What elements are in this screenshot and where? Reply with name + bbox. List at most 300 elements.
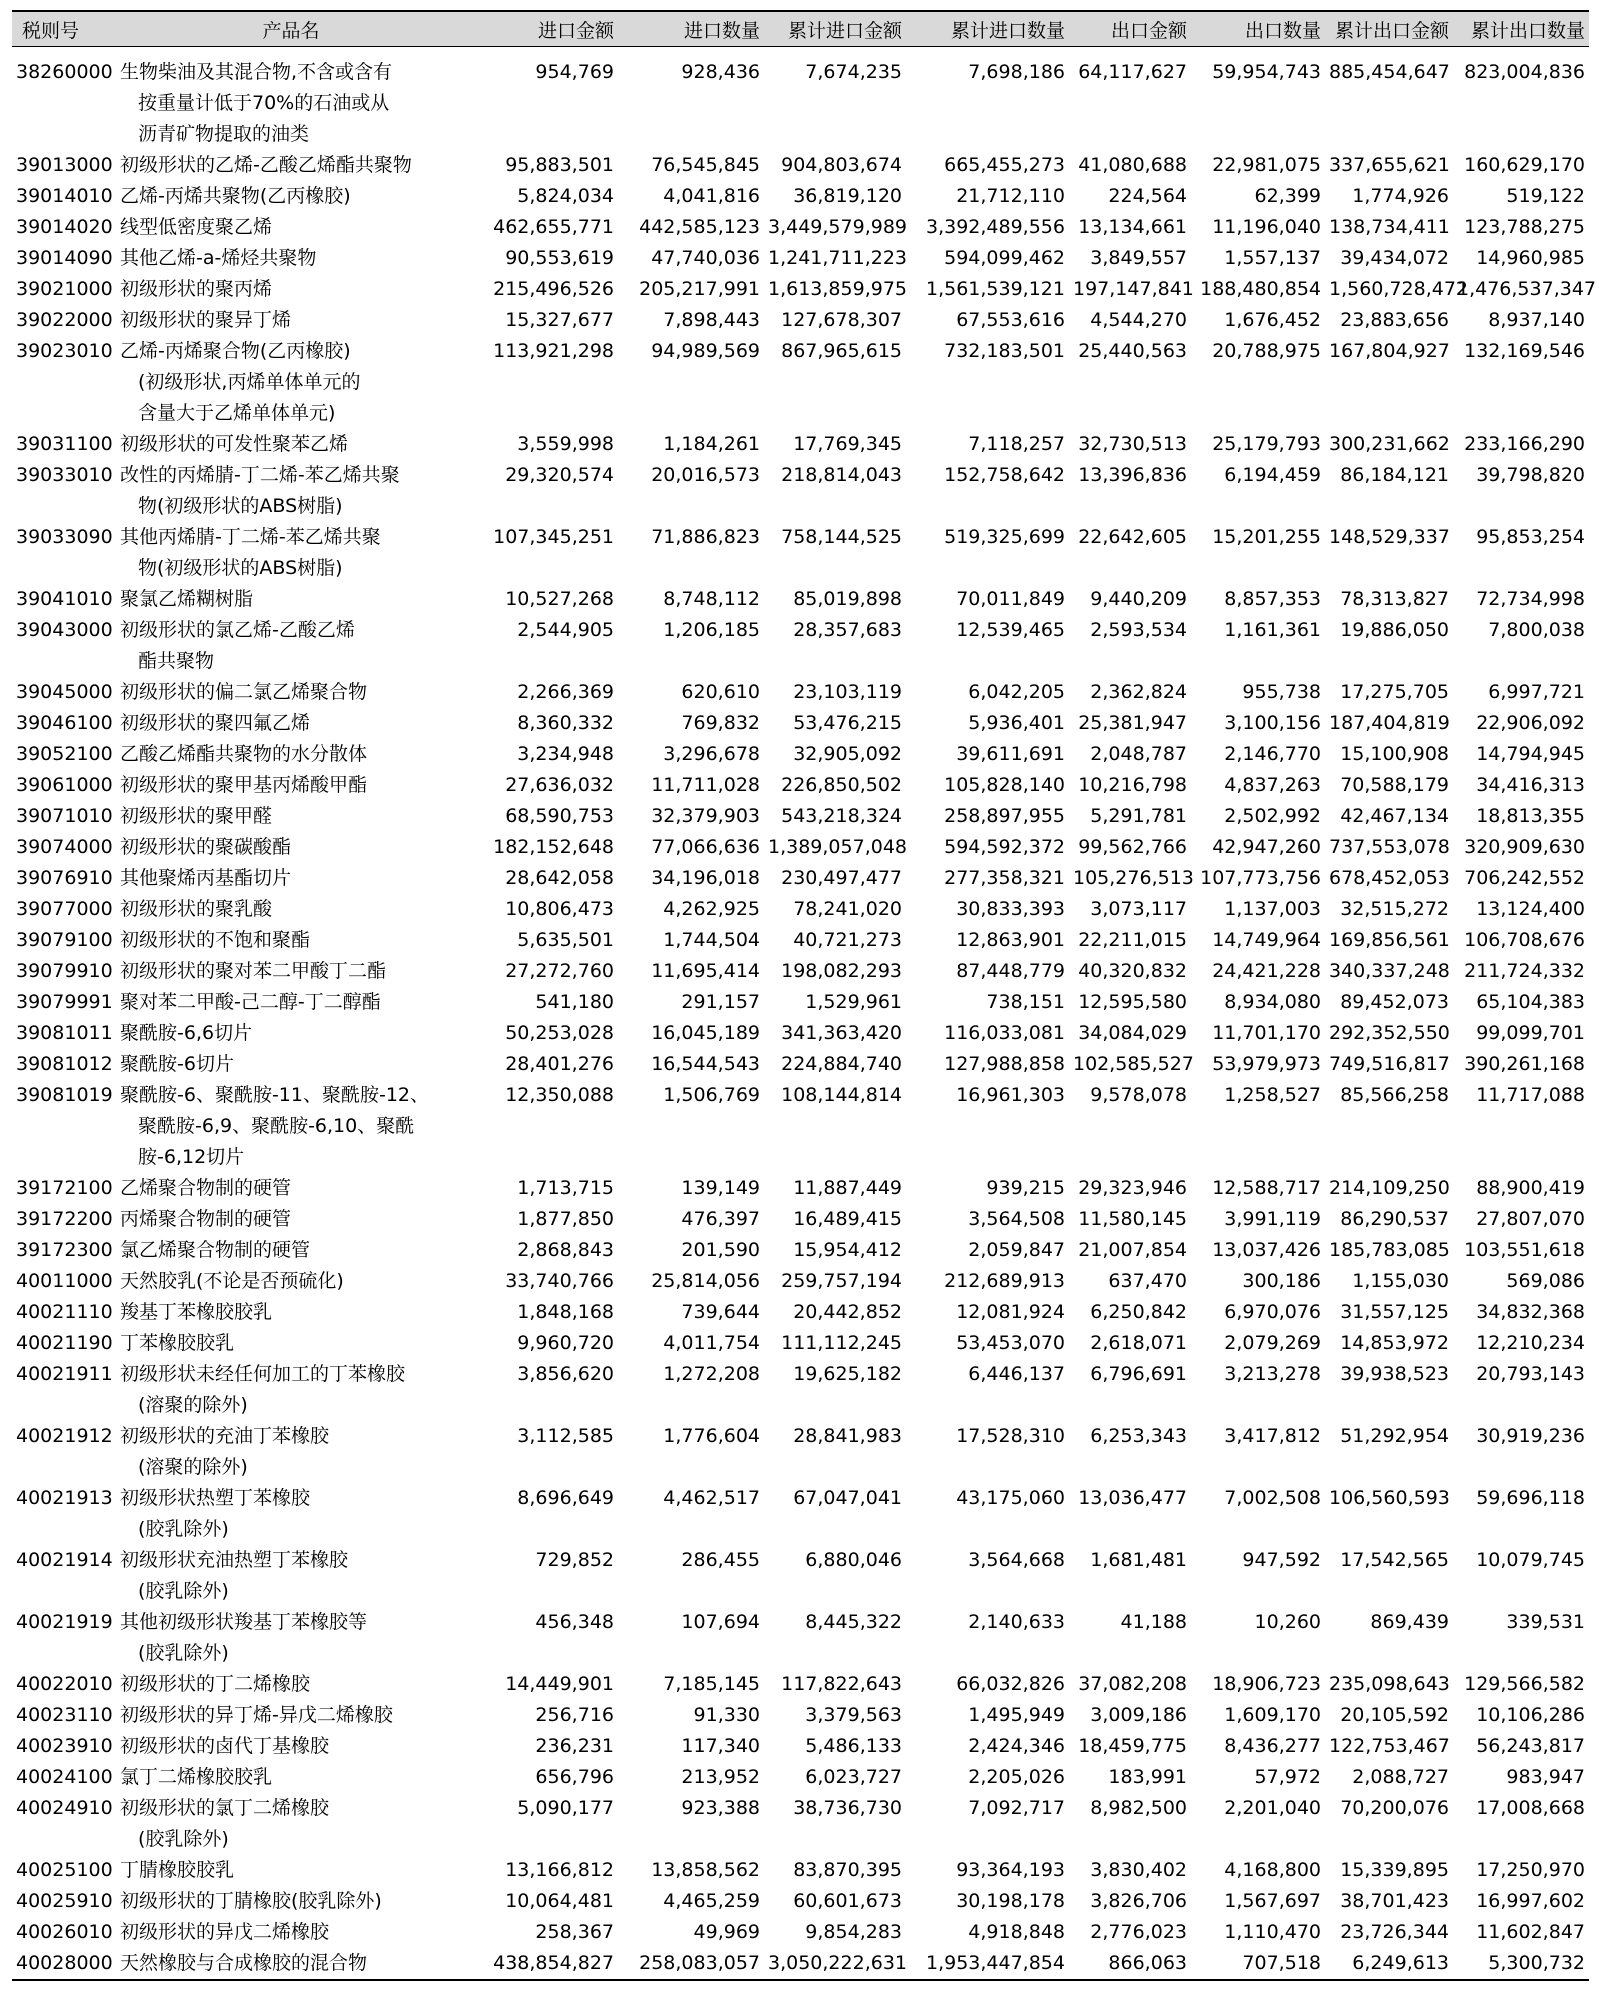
product-name-line: 生物柴油及其混合物,不含或含有	[120, 61, 393, 83]
cumulative-import-value: 224,884,740	[781, 1053, 902, 1075]
tariff-code: 39074000	[16, 836, 113, 858]
cumulative-export-value: 737,553,078	[1329, 836, 1450, 858]
import-value: 3,234,948	[517, 743, 614, 765]
import-quantity: 928,436	[681, 61, 760, 83]
export-value: 4,544,270	[1090, 309, 1187, 331]
export-value: 3,009,186	[1090, 1704, 1187, 1726]
export-quantity: 1,161,361	[1224, 619, 1321, 641]
cumulative-import-value: 9,854,283	[805, 1921, 902, 1943]
tariff-code: 40021911	[16, 1363, 113, 1385]
product-name-line: 其他乙烯-a-烯烃共聚物	[120, 247, 317, 269]
cumulative-export-value: 138,734,411	[1329, 216, 1450, 238]
import-value: 462,655,771	[493, 216, 614, 238]
cumulative-export-quantity: 34,832,368	[1476, 1301, 1585, 1323]
cumulative-export-value: 15,100,908	[1340, 743, 1449, 765]
export-quantity: 3,991,119	[1224, 1208, 1321, 1230]
export-quantity: 2,201,040	[1224, 1797, 1321, 1819]
product-name	[116, 1421, 466, 1483]
export-value: 2,776,023	[1090, 1921, 1187, 1943]
cumulative-import-quantity: 66,032,826	[956, 1673, 1065, 1695]
cumulative-export-value: 678,452,053	[1329, 867, 1450, 889]
table-row	[12, 956, 1589, 987]
import-value: 113,921,298	[493, 340, 614, 362]
product-name	[116, 1297, 466, 1328]
export-value: 13,036,477	[1078, 1487, 1187, 1509]
cumulative-import-quantity: 30,833,393	[956, 898, 1065, 920]
product-name-line: 聚酰胺-6、聚酰胺-11、聚酰胺-12、	[120, 1084, 430, 1106]
product-name-line: 聚氯乙烯糊树脂	[120, 588, 254, 610]
table-row	[12, 1297, 1589, 1328]
cumulative-export-value: 31,557,125	[1340, 1301, 1449, 1323]
cumulative-export-quantity: 17,250,970	[1476, 1859, 1585, 1881]
export-quantity: 6,194,459	[1224, 464, 1321, 486]
cumulative-export-quantity: 12,210,234	[1476, 1332, 1585, 1354]
export-value: 6,253,343	[1090, 1425, 1187, 1447]
import-quantity: 77,066,636	[651, 836, 760, 858]
cumulative-export-quantity: 34,416,313	[1476, 774, 1585, 796]
product-name-line: 丙烯聚合物制的硬管	[120, 1208, 292, 1230]
export-value: 25,381,947	[1078, 712, 1187, 734]
cumulative-export-value: 337,655,621	[1329, 154, 1450, 176]
import-value: 256,716	[535, 1704, 614, 1726]
cumulative-import-value: 1,241,711,223	[768, 247, 908, 269]
tariff-code: 40021913	[16, 1487, 113, 1509]
cumulative-export-quantity: 72,734,998	[1476, 588, 1585, 610]
product-name	[116, 1669, 466, 1700]
header-row	[12, 11, 1589, 47]
cumulative-import-quantity: 43,175,060	[956, 1487, 1065, 1509]
cumulative-import-value: 28,357,683	[793, 619, 902, 641]
cumulative-export-value: 6,249,613	[1325, 1948, 1453, 1980]
product-name-line: 初级形状的聚对苯二甲酸丁二酯	[120, 960, 387, 982]
header-cumulative-import-quantity: 累计进口数量	[906, 11, 1069, 47]
tariff-code: 40021914	[16, 1549, 113, 1571]
tariff-code: 39172200	[16, 1208, 113, 1230]
cumulative-export-quantity: 10,079,745	[1476, 1549, 1585, 1571]
export-quantity: 53,979,973	[1212, 1053, 1321, 1075]
import-value: 1,713,715	[517, 1177, 614, 1199]
cumulative-export-quantity: 14,794,945	[1476, 743, 1585, 765]
cumulative-export-quantity: 11,602,847	[1476, 1921, 1585, 1943]
tariff-code: 39081011	[16, 1022, 113, 1044]
product-name-line: 沥青矿物提取的油类	[138, 123, 310, 145]
table-row	[12, 1917, 1589, 1948]
product-name-line: 酯共聚物	[138, 650, 215, 672]
product-name-line: (胶乳除外)	[138, 1580, 229, 1602]
cumulative-export-value: 885,454,647	[1329, 61, 1450, 83]
table-row	[12, 1793, 1589, 1855]
table-row	[12, 212, 1589, 243]
cumulative-export-value: 70,200,076	[1340, 1797, 1449, 1819]
table-row	[12, 522, 1589, 584]
table-row	[12, 1204, 1589, 1235]
cumulative-import-value: 16,489,415	[793, 1208, 902, 1230]
product-name-line: 按重量计低于70%的石油或从	[138, 92, 390, 114]
cumulative-import-quantity: 127,988,858	[944, 1053, 1065, 1075]
import-quantity: 258,083,057	[618, 1948, 764, 1980]
tariff-code: 40021110	[16, 1301, 113, 1323]
export-value: 6,250,842	[1090, 1301, 1187, 1323]
cumulative-export-value: 17,542,565	[1340, 1549, 1449, 1571]
cumulative-import-value: 1,613,859,975	[768, 278, 908, 300]
product-name	[116, 1731, 466, 1762]
import-quantity: 94,989,569	[651, 340, 760, 362]
cumulative-export-quantity: 983,947	[1506, 1766, 1585, 1788]
cumulative-import-quantity: 7,118,257	[968, 433, 1065, 455]
export-quantity: 22,981,075	[1212, 154, 1321, 176]
table-row	[12, 1483, 1589, 1545]
tariff-code: 39033010	[16, 464, 113, 486]
tariff-code: 39033090	[16, 526, 113, 548]
cumulative-export-value: 1,155,030	[1352, 1270, 1449, 1292]
cumulative-export-quantity: 706,242,552	[1464, 867, 1585, 889]
cumulative-import-value: 1,529,961	[805, 991, 902, 1013]
cumulative-import-value: 78,241,020	[793, 898, 902, 920]
cumulative-export-quantity: 39,798,820	[1476, 464, 1585, 486]
cumulative-import-quantity: 7,092,717	[968, 1797, 1065, 1819]
product-name-line: 初级形状的丁腈橡胶(胶乳除外)	[120, 1890, 382, 1912]
export-value: 2,048,787	[1090, 743, 1187, 765]
table-row	[12, 1173, 1589, 1204]
table-row	[12, 1049, 1589, 1080]
product-name-line: 氯乙烯聚合物制的硬管	[120, 1239, 311, 1261]
tariff-code: 40023910	[16, 1735, 113, 1757]
product-name	[116, 181, 466, 212]
cumulative-export-value: 20,105,592	[1340, 1704, 1449, 1726]
export-quantity: 1,609,170	[1224, 1704, 1321, 1726]
product-name-line: 初级形状的不饱和聚酯	[120, 929, 311, 951]
import-value: 10,064,481	[505, 1890, 614, 1912]
import-quantity: 32,379,903	[651, 805, 760, 827]
cumulative-export-quantity: 160,629,170	[1464, 154, 1585, 176]
cumulative-import-value: 15,954,412	[793, 1239, 902, 1261]
product-name	[116, 1359, 466, 1421]
export-value: 99,562,766	[1078, 836, 1187, 858]
product-name-line: 其他初级形状羧基丁苯橡胶等	[120, 1611, 368, 1633]
tariff-code: 40028000	[12, 1948, 116, 1980]
cumulative-export-quantity: 16,997,602	[1476, 1890, 1585, 1912]
tariff-code: 40021919	[16, 1611, 113, 1633]
tariff-code: 40024100	[16, 1766, 113, 1788]
export-value: 32,730,513	[1078, 433, 1187, 455]
cumulative-import-quantity: 152,758,642	[944, 464, 1065, 486]
cumulative-export-value: 187,404,819	[1329, 712, 1450, 734]
table-row	[12, 460, 1589, 522]
product-name-line: 物(初级形状的ABS树脂)	[138, 557, 343, 579]
cumulative-import-quantity: 1,495,949	[968, 1704, 1065, 1726]
cumulative-export-value: 235,098,643	[1329, 1673, 1450, 1695]
export-quantity: 4,837,263	[1224, 774, 1321, 796]
product-name	[116, 522, 466, 584]
cumulative-import-value: 28,841,983	[793, 1425, 902, 1447]
product-name-line: 丁腈橡胶胶乳	[120, 1859, 235, 1881]
product-name-line: 乙烯聚合物制的硬管	[120, 1177, 292, 1199]
export-quantity: 12,588,717	[1212, 1177, 1321, 1199]
tariff-code: 39043000	[16, 619, 113, 641]
import-value: 5,090,177	[517, 1797, 614, 1819]
product-name-line: 初级形状的聚丙烯	[120, 278, 273, 300]
cumulative-import-value: 259,757,194	[781, 1270, 902, 1292]
cumulative-import-quantity: 5,936,401	[968, 712, 1065, 734]
product-name-line: 乙烯-丙烯共聚物(乙丙橡胶)	[120, 185, 351, 207]
cumulative-import-value: 117,822,643	[781, 1673, 902, 1695]
cumulative-import-value: 20,442,852	[793, 1301, 902, 1323]
cumulative-export-value: 85,566,258	[1340, 1084, 1449, 1106]
table-row	[12, 1886, 1589, 1917]
tariff-code: 40025910	[16, 1890, 113, 1912]
export-value: 21,007,854	[1078, 1239, 1187, 1261]
export-value: 34,084,029	[1078, 1022, 1187, 1044]
tariff-code: 39021000	[16, 278, 113, 300]
cumulative-import-quantity: 277,358,321	[944, 867, 1065, 889]
import-value: 5,635,501	[517, 929, 614, 951]
cumulative-export-quantity: 103,551,618	[1464, 1239, 1585, 1261]
import-value: 10,527,268	[505, 588, 614, 610]
cumulative-export-value: 86,290,537	[1340, 1208, 1449, 1230]
cumulative-export-value: 122,753,467	[1329, 1735, 1450, 1757]
product-name-line: 聚酰胺-6,9、聚酰胺-6,10、聚酰	[138, 1115, 415, 1137]
product-name	[116, 1948, 466, 1980]
product-name-line: 丁苯橡胶胶乳	[120, 1332, 235, 1354]
cumulative-import-value: 543,218,324	[781, 805, 902, 827]
cumulative-import-quantity: 258,897,955	[944, 805, 1065, 827]
import-value: 3,559,998	[517, 433, 614, 455]
table-row	[12, 739, 1589, 770]
export-value: 183,991	[1108, 1766, 1187, 1788]
export-value: 637,470	[1108, 1270, 1187, 1292]
export-value: 2,362,824	[1090, 681, 1187, 703]
cumulative-import-value: 40,721,273	[793, 929, 902, 951]
export-quantity: 1,258,527	[1224, 1084, 1321, 1106]
product-name	[116, 739, 466, 770]
cumulative-import-value: 3,379,563	[805, 1704, 902, 1726]
export-value: 3,830,402	[1090, 1859, 1187, 1881]
import-value: 3,112,585	[517, 1425, 614, 1447]
export-quantity: 14,749,964	[1212, 929, 1321, 951]
cumulative-export-value: 32,515,272	[1340, 898, 1449, 920]
table-row	[12, 274, 1589, 305]
tariff-code: 39023010	[16, 340, 113, 362]
tariff-code: 39081019	[16, 1084, 113, 1106]
export-quantity: 57,972	[1254, 1766, 1321, 1788]
cumulative-export-quantity: 6,997,721	[1488, 681, 1585, 703]
tariff-code: 39076910	[16, 867, 113, 889]
table-row	[12, 305, 1589, 336]
cumulative-import-quantity: 2,059,847	[968, 1239, 1065, 1261]
import-quantity: 71,886,823	[651, 526, 760, 548]
product-name	[116, 212, 466, 243]
product-name-line: 初级形状的聚甲基丙烯酸甲酯	[120, 774, 368, 796]
product-name-line: (胶乳除外)	[138, 1828, 229, 1850]
export-quantity: 1,110,470	[1224, 1921, 1321, 1943]
import-quantity: 107,694	[681, 1611, 760, 1633]
product-name	[116, 863, 466, 894]
export-quantity: 707,518	[1191, 1948, 1325, 1980]
cumulative-import-quantity: 3,392,489,556	[925, 216, 1065, 238]
cumulative-import-value: 198,082,293	[781, 960, 902, 982]
import-quantity: 1,776,604	[663, 1425, 760, 1447]
table-row	[12, 1235, 1589, 1266]
cumulative-export-value: 14,853,972	[1340, 1332, 1449, 1354]
header-tariff-code: 税则号	[12, 11, 116, 47]
cumulative-import-quantity: 6,042,205	[968, 681, 1065, 703]
product-name-line: 改性的丙烯腈-丁二烯-苯乙烯共聚	[120, 464, 400, 486]
cumulative-import-quantity: 70,011,849	[956, 588, 1065, 610]
cumulative-export-quantity: 30,919,236	[1476, 1425, 1585, 1447]
cumulative-export-quantity: 129,566,582	[1464, 1673, 1585, 1695]
cumulative-import-quantity: 116,033,081	[944, 1022, 1065, 1044]
cumulative-import-value: 85,019,898	[793, 588, 902, 610]
cumulative-export-quantity: 99,099,701	[1476, 1022, 1585, 1044]
cumulative-import-quantity: 105,828,140	[944, 774, 1065, 796]
cumulative-export-value: 15,339,895	[1340, 1859, 1449, 1881]
export-quantity: 955,738	[1242, 681, 1321, 703]
cumulative-import-quantity: 1,953,447,854	[906, 1948, 1069, 1980]
import-value: 182,152,648	[493, 836, 614, 858]
import-value: 215,496,526	[493, 278, 614, 300]
export-value: 40,320,832	[1078, 960, 1187, 982]
header-import-quantity: 进口数量	[618, 11, 764, 47]
tariff-code: 39071010	[16, 805, 113, 827]
export-value: 3,073,117	[1090, 898, 1187, 920]
cumulative-export-quantity: 569,086	[1506, 1270, 1585, 1292]
export-value: 41,188	[1120, 1611, 1187, 1633]
product-name-line: 初级形状充油热塑丁苯橡胶	[120, 1549, 349, 1571]
table-row	[12, 832, 1589, 863]
import-quantity: 91,330	[693, 1704, 760, 1726]
cumulative-export-quantity: 59,696,118	[1476, 1487, 1585, 1509]
cumulative-import-value: 11,887,449	[793, 1177, 902, 1199]
product-name-line: 羧基丁苯橡胶胶乳	[120, 1301, 273, 1323]
import-value: 656,796	[535, 1766, 614, 1788]
product-name-line: 含量大于乙烯单体单元)	[138, 402, 336, 424]
product-name	[116, 956, 466, 987]
table-row	[12, 1080, 1589, 1173]
export-value: 41,080,688	[1078, 154, 1187, 176]
product-name	[116, 274, 466, 305]
cumulative-import-value: 6,880,046	[805, 1549, 902, 1571]
import-quantity: 286,455	[681, 1549, 760, 1571]
export-quantity: 11,196,040	[1212, 216, 1321, 238]
import-value: 14,449,901	[505, 1673, 614, 1695]
export-value: 5,291,781	[1090, 805, 1187, 827]
import-value: 29,320,574	[505, 464, 614, 486]
table-row	[12, 1545, 1589, 1607]
import-value: 8,360,332	[517, 712, 614, 734]
cumulative-export-quantity: 65,104,383	[1476, 991, 1585, 1013]
product-name	[116, 894, 466, 925]
import-quantity: 4,011,754	[663, 1332, 760, 1354]
export-value: 2,618,071	[1090, 1332, 1187, 1354]
product-name-line: 初级形状的聚碳酸酯	[120, 836, 292, 858]
cumulative-export-value: 19,886,050	[1340, 619, 1449, 641]
export-quantity: 4,168,800	[1224, 1859, 1321, 1881]
cumulative-export-value: 39,434,072	[1340, 247, 1449, 269]
cumulative-import-value: 226,850,502	[781, 774, 902, 796]
import-value: 8,696,649	[517, 1487, 614, 1509]
product-name	[116, 1886, 466, 1917]
cumulative-import-value: 23,103,119	[793, 681, 902, 703]
product-name-line: 初级形状的乙烯-乙酸乙烯酯共聚物	[120, 154, 412, 176]
tariff-code: 39061000	[16, 774, 113, 796]
import-quantity: 13,858,562	[651, 1859, 760, 1881]
cumulative-export-quantity: 11,717,088	[1476, 1084, 1585, 1106]
product-name	[116, 1235, 466, 1266]
import-quantity: 25,814,056	[651, 1270, 760, 1292]
table-row	[12, 708, 1589, 739]
export-value: 6,796,691	[1090, 1363, 1187, 1385]
cumulative-import-quantity: 519,325,699	[944, 526, 1065, 548]
cumulative-import-quantity: 21,712,110	[956, 185, 1065, 207]
product-name-line: 初级形状热塑丁苯橡胶	[120, 1487, 311, 1509]
import-quantity: 620,610	[681, 681, 760, 703]
header-product-name: 产品名	[116, 11, 466, 47]
product-name-line: 初级形状的充油丁苯橡胶	[120, 1425, 330, 1447]
header-export-quantity: 出口数量	[1191, 11, 1325, 47]
product-name	[116, 336, 466, 429]
table-row	[12, 1731, 1589, 1762]
cumulative-import-quantity: 16,961,303	[956, 1084, 1065, 1106]
cumulative-import-value: 36,819,120	[793, 185, 902, 207]
product-name-line: 初级形状的丁二烯橡胶	[120, 1673, 311, 1695]
tariff-code: 40022010	[16, 1673, 113, 1695]
product-name	[116, 1545, 466, 1607]
import-quantity: 11,695,414	[651, 960, 760, 982]
export-quantity: 13,037,426	[1212, 1239, 1321, 1261]
cumulative-import-value: 3,449,579,989	[768, 216, 908, 238]
tariff-code: 39172300	[16, 1239, 113, 1261]
product-name-line: 天然胶乳(不论是否预硫化)	[120, 1270, 344, 1292]
cumulative-import-quantity: 665,455,273	[944, 154, 1065, 176]
tariff-code: 39052100	[16, 743, 113, 765]
import-value: 15,327,677	[505, 309, 614, 331]
cumulative-import-quantity: 87,448,779	[956, 960, 1065, 982]
import-quantity: 76,545,845	[651, 154, 760, 176]
cumulative-import-quantity: 53,453,070	[956, 1332, 1065, 1354]
product-name-line: (溶聚的除外)	[138, 1394, 248, 1416]
cumulative-import-quantity: 594,592,372	[944, 836, 1065, 858]
tariff-code: 40025100	[16, 1859, 113, 1881]
product-name	[116, 1266, 466, 1297]
cumulative-import-quantity: 3,564,668	[968, 1549, 1065, 1571]
product-name	[116, 150, 466, 181]
cumulative-export-quantity: 132,169,546	[1464, 340, 1585, 362]
tariff-code: 39014090	[16, 247, 113, 269]
product-name	[116, 1607, 466, 1669]
cumulative-import-value: 19,625,182	[793, 1363, 902, 1385]
table-row	[12, 925, 1589, 956]
table-row	[12, 243, 1589, 274]
export-quantity: 1,676,452	[1224, 309, 1321, 331]
product-name	[116, 1204, 466, 1235]
product-name-line: 初级形状的异丁烯-异戊二烯橡胶	[120, 1704, 393, 1726]
cumulative-import-quantity: 6,446,137	[968, 1363, 1065, 1385]
table-body	[12, 47, 1597, 1981]
product-name-line: 初级形状的聚异丁烯	[120, 309, 292, 331]
cumulative-import-value: 5,486,133	[805, 1735, 902, 1757]
cumulative-export-quantity: 5,300,732	[1453, 1948, 1589, 1980]
product-name-line: 聚酰胺-6,6切片	[120, 1022, 253, 1044]
cumulative-import-value: 67,047,041	[793, 1487, 902, 1509]
cumulative-export-quantity: 22,906,092	[1476, 712, 1585, 734]
import-quantity: 3,296,678	[663, 743, 760, 765]
cumulative-export-quantity: 233,166,290	[1464, 433, 1585, 455]
product-name	[116, 987, 466, 1018]
table-row	[12, 615, 1589, 677]
export-quantity: 2,146,770	[1224, 743, 1321, 765]
product-name-line: 其他聚烯丙基酯切片	[120, 867, 292, 889]
export-value: 37,082,208	[1078, 1673, 1187, 1695]
